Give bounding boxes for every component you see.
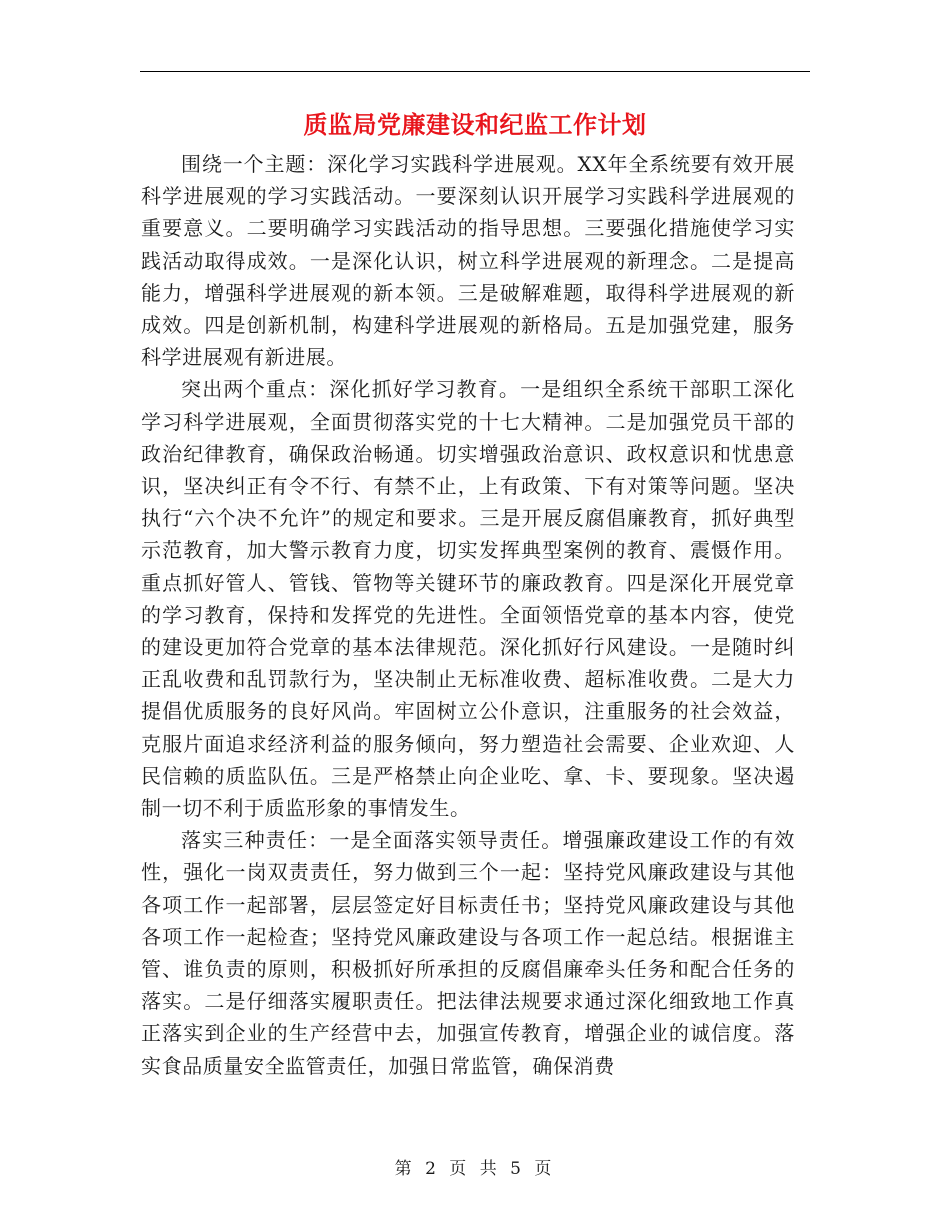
page-number-footer: 第 2 页 共 5 页 — [394, 1159, 556, 1179]
header-rule — [140, 71, 810, 72]
paragraph-theme: 围绕一个主题：深化学习实践科学进展观。XX年全系统要有效开展科学进展观的学习实践活动。一要深刻认识开展学习实践科学进展观的重要意义。二要明确学习实践活动的指导思想。三要强化措施使学习实践活动取得成效。一是深化认识，树立科学进展观的新理念。二是提高能力，增强科学进展观的新本领。三是破解难题，取得科学进展观的新成效。四是创新机制，构建科学进展观的新格局。五是加强党建，服务科学进展观有新进展。 — [141, 152, 795, 370]
document-title: 质监局党廉建设和纪监工作计划 — [303, 110, 647, 139]
paragraph-key-points: 突出两个重点：深化抓好学习教育。一是组织全系统干部职工深化学习科学进展观，全面贯彻落实党的十七大精神。二是加强党员干部的政治纪律教育，确保政治畅通。切实增强政治意识、政权意识和忧患意识，坚决纠正有令不行、有禁不止，上有政策、下有对策等问题。坚决执行“六个决不允许”的规定和要求。三是开展反腐倡廉教育，抓好典型示范教育，加大警示教育力度，切实发挥典型案例的教育、震慑作用。重点抓好管人、管钱、管物等关键环节的廉政教育。四是深化开展党章的学习教育，保持和发挥党的先进性。全面领悟党章的基本内容，使党的建设更加符合党章的基本法律规范。深化抓好行风建设。一是随时纠正乱收费和乱罚款行为，坚决制止无标准收费、超标准收费。二是大力提倡优质服务的良好风尚。牢固树立公仆意识，注重服务的社会效益，克服片面追求经济利益的服务倾向，努力塑造社会需要、企业欢迎、人民信赖的质监队伍。三是严格禁止向企业吃、拿、卡、要现象。坚决遏制一切不利于质监形象的事情发生。 — [141, 377, 795, 821]
paragraph-responsibilities: 落实三种责任：一是全面落实领导责任。增强廉政建设工作的有效性，强化一岗双责责任，努力做到三个一起：坚持党风廉政建设与其他各项工作一起部署，层层签定好目标责任书；坚持党风廉政建设与其他各项工作一起检查；坚持党风廉政建设与各项工作一起总结。根据谁主管、谁负责的原则，积极抓好所承担的反腐倡廉牵头任务和配合任务的落实。二是仔细落实履职责任。把法律法规要求通过深化细致地工作真正落实到企业的生产经营中去，加强宣传教育，增强企业的诚信度。落实食品质量安全监管责任，加强日常监管，确保消费 — [141, 828, 795, 1078]
document-body — [141, 148, 795, 1082]
